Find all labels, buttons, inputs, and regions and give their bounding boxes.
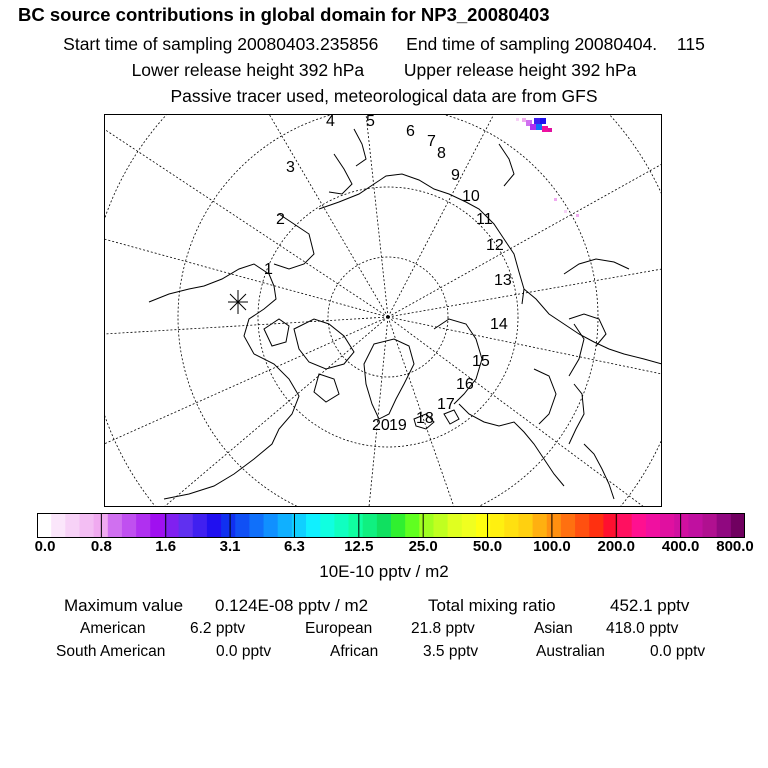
polar-map (104, 114, 662, 507)
lower-height-label: Lower release height (131, 60, 295, 80)
colorbar-cell (65, 513, 80, 538)
start-time-label: Start time of sampling (63, 34, 233, 54)
colorbar-cell (433, 513, 448, 538)
track-label: 16 (456, 376, 474, 393)
colorbar-cell (448, 513, 463, 538)
concentration-field (516, 118, 579, 217)
colorbar-cell (405, 513, 420, 538)
track-label: 14 (490, 316, 508, 333)
colorbar-cell (660, 513, 675, 538)
track-label: 12 (486, 237, 504, 254)
colorbar-cell (122, 513, 137, 538)
european-label: European (305, 620, 373, 637)
colorbar-tick-label: 3.1 (219, 538, 241, 555)
colorbar-cell (731, 513, 745, 538)
sampling-time-line (0, 34, 768, 55)
colorbar-cell (717, 513, 732, 538)
colorbar-tick-label: 6.3 (284, 538, 305, 555)
colorbar-cell (504, 513, 519, 538)
colorbar-tick-label: 0.8 (90, 538, 112, 555)
track-label: 11 (476, 211, 493, 228)
colorbar-cell (349, 513, 364, 538)
track-label: 5 (366, 114, 375, 130)
track-label: 8 (437, 145, 446, 162)
colorbar (37, 513, 745, 538)
colorbar-cell (703, 513, 718, 538)
track-labels (264, 114, 512, 434)
colorbar-tick-label: 400.0 (661, 538, 700, 555)
colorbar-cell (575, 513, 590, 538)
colorbar-cell (150, 513, 165, 538)
african-value: 3.5 pptv (423, 643, 479, 660)
colorbar-cell (235, 513, 250, 538)
australian-label: Australian (536, 643, 605, 660)
colorbar-cell (164, 513, 179, 538)
colorbar-cell (462, 513, 477, 538)
colorbar-cell (79, 513, 94, 538)
colorbar-cell (646, 513, 661, 538)
track-label: 19 (389, 417, 407, 434)
colorbar-cell (518, 513, 533, 538)
african-label: African (330, 643, 379, 660)
track-label: 15 (472, 353, 490, 370)
colorbar-tick-label: 200.0 (597, 538, 636, 555)
colorbar-cell (136, 513, 151, 538)
colorbar-units: 10E-10 pptv / m2 (319, 562, 449, 581)
track-label: 17 (437, 396, 455, 413)
track-label: 3 (286, 159, 295, 176)
colorbar-cell (264, 513, 279, 538)
tracer-note: Passive tracer used, meteorological data are from GFS (170, 86, 598, 106)
colorbar-cell (674, 513, 689, 538)
plot-title: BC source contributions in global domain for NP3_20080403 (18, 4, 550, 25)
upper-height-value: 392 hPa (571, 60, 637, 80)
track-label: 9 (451, 167, 460, 184)
asian-label: Asian (534, 620, 573, 637)
colorbar-tick-label: 0.0 (34, 538, 56, 555)
colorbar-cell (490, 513, 505, 538)
colorbar-cell (51, 513, 66, 538)
colorbar-tick-label: 800.0 (716, 538, 754, 555)
track-label: 20 (372, 417, 390, 434)
track-label: 6 (406, 123, 415, 140)
south-american-label: South American (56, 643, 166, 660)
colorbar-cell (391, 513, 406, 538)
colorbar-cell (306, 513, 321, 538)
colorbar-cell (278, 513, 293, 538)
end-time-value: 20080404. (574, 34, 658, 54)
colorbar-cell (320, 513, 335, 538)
start-time-value: 20080403.235856 (237, 34, 379, 54)
upper-height-label: Upper release height (403, 60, 567, 80)
total-mixing-value: 452.1 pptv (610, 596, 690, 615)
colorbar-cell (688, 513, 703, 538)
colorbar-cell (377, 513, 392, 538)
colorbar-cell (179, 513, 194, 538)
total-mixing-label: Total mixing ratio (428, 596, 556, 615)
colorbar-cell (221, 513, 236, 538)
colorbar-cell (632, 513, 647, 538)
track-label: 13 (494, 272, 512, 289)
colorbar-tick-label: 100.0 (533, 538, 571, 555)
colorbar-cell (618, 513, 633, 538)
asian-value: 418.0 pptv (606, 620, 679, 637)
colorbar-cell (547, 513, 562, 538)
colorbar-cell (533, 513, 548, 538)
colorbar-cell (419, 513, 434, 538)
track-label: 4 (326, 114, 335, 130)
colorbar-tick-label: 12.5 (344, 538, 374, 555)
track-label: 10 (462, 188, 480, 205)
australian-value: 0.0 pptv (650, 643, 706, 660)
south-american-value: 0.0 pptv (216, 643, 272, 660)
colorbar-cell (207, 513, 222, 538)
american-value: 6.2 pptv (190, 620, 246, 637)
colorbar-cell (193, 513, 208, 538)
end-time-extra: 115 (676, 34, 705, 54)
end-time-label: End time of sampling (406, 34, 570, 54)
colorbar-cell (249, 513, 264, 538)
map-graticule (104, 114, 662, 507)
release-marker (228, 290, 248, 314)
track-label: 2 (276, 211, 285, 228)
lower-height-value: 392 hPa (298, 60, 365, 80)
colorbar-cell (108, 513, 123, 538)
track-label: 18 (416, 410, 434, 427)
colorbar-cell (37, 513, 52, 538)
colorbar-cell (334, 513, 349, 538)
american-label: American (80, 620, 146, 637)
colorbar-cell (561, 513, 576, 538)
colorbar-tick-label: 1.6 (155, 538, 177, 555)
max-value-label: Maximum value (64, 596, 184, 615)
colorbar-tick-label: 25.0 (408, 538, 438, 555)
max-value: 0.124E-08 pptv / m2 (215, 596, 369, 615)
colorbar-cell (589, 513, 604, 538)
track-label: 7 (427, 133, 436, 150)
release-height-line (0, 60, 768, 81)
colorbar-cell (363, 513, 378, 538)
track-label: 1 (264, 261, 273, 278)
colorbar-tick-label: 50.0 (472, 538, 503, 555)
european-value: 21.8 pptv (411, 620, 475, 637)
colorbar-cell (476, 513, 491, 538)
